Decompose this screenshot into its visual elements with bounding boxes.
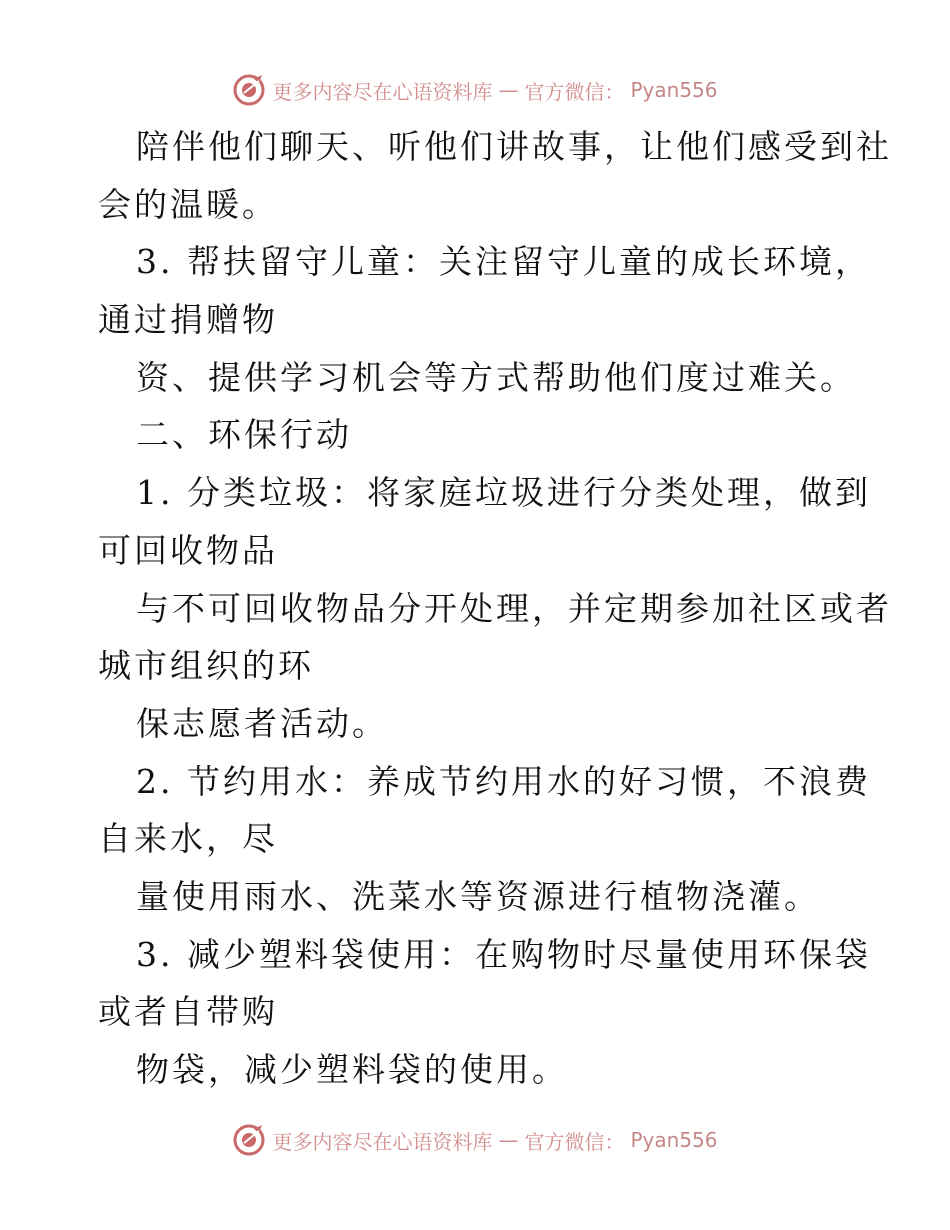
- text-line: 3. 减少塑料袋使用：在购物时尽量使用环保袋: [136, 934, 871, 974]
- document-body: [98, 118, 892, 1099]
- text-line: 会的温暖。: [98, 184, 278, 224]
- text-line: 自来水，尽: [98, 819, 278, 859]
- footer-watermark: [0, 1120, 950, 1160]
- watermark-wechat-id: Pyan556: [630, 1128, 718, 1152]
- brand-logo-icon: [232, 1123, 266, 1157]
- watermark-text: 更多内容尽在心语资料库: [272, 79, 493, 104]
- text-line: 量使用雨水、洗菜水等资源进行植物浇灌。: [136, 876, 820, 916]
- text-line: 城市组织的环: [98, 646, 314, 686]
- watermark-wechat-label: 官方微信：: [524, 79, 625, 104]
- text-line: 通过捐赠物: [98, 300, 278, 340]
- watermark-wechat-label: 官方微信：: [524, 1129, 625, 1154]
- text-line: 1. 分类垃圾：将家庭垃圾进行分类处理，做到: [136, 473, 871, 513]
- text-line: 与不可回收物品分开处理，并定期参加社区或者: [136, 588, 892, 628]
- text-line: 可回收物品: [98, 530, 278, 570]
- text-line: 保志愿者活动。: [136, 703, 388, 743]
- watermark-separator: —: [498, 1128, 519, 1152]
- watermark-wechat-id: Pyan556: [630, 78, 718, 102]
- section-heading: 二、环保行动: [136, 415, 352, 455]
- watermark-text: 更多内容尽在心语资料库: [272, 1129, 493, 1154]
- text-line: 物袋，减少塑料袋的使用。: [136, 1050, 568, 1089]
- text-line: 资、提供学习机会等方式帮助他们度过难关。: [136, 357, 856, 397]
- text-line: 3. 帮扶留守儿童：关注留守儿童的成长环境，: [136, 242, 871, 282]
- text-line: 2. 节约用水：养成节约用水的好习惯，不浪费: [136, 761, 871, 801]
- watermark-separator: —: [498, 78, 519, 102]
- text-line: 或者自带购: [98, 992, 278, 1032]
- brand-logo-icon: [232, 73, 266, 107]
- text-line: 陪伴他们聊天、听他们讲故事，让他们感受到社: [136, 127, 892, 166]
- header-watermark: [0, 70, 950, 110]
